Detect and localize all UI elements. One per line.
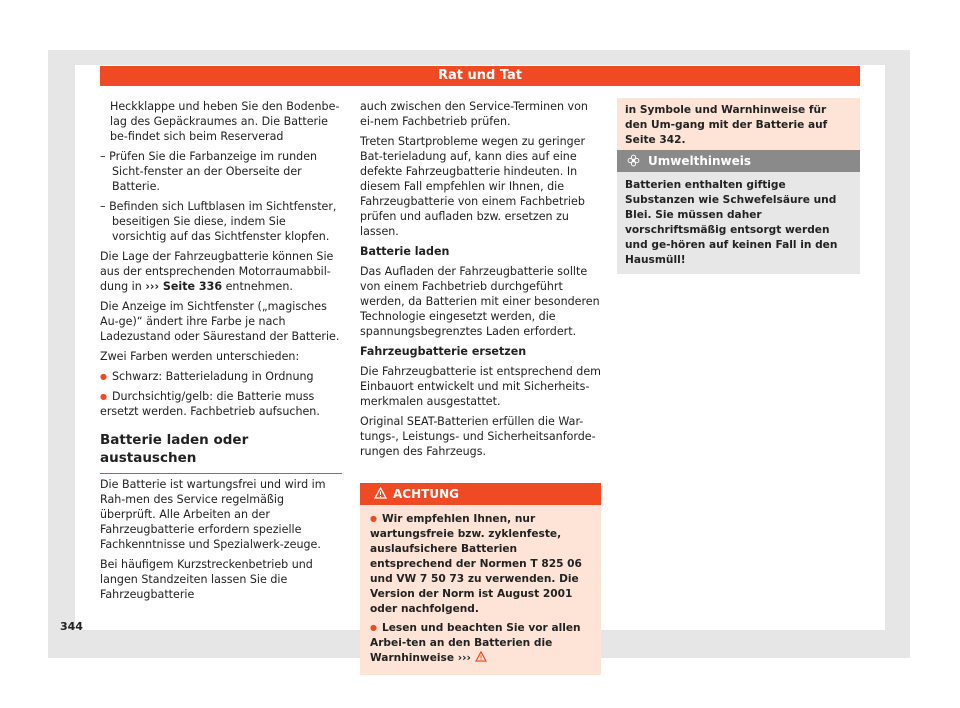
- paragraph: Heckklappe und heben Sie den Bodenbe-lag des Gepäckraumes an. Die Batterie be-findet sich beim Reserverad: [110, 100, 340, 143]
- warning-triangle-icon: [475, 651, 487, 662]
- column-left: [100, 99, 342, 607]
- paragraph: Treten Startprobleme wegen zu geringer Bat-terieladung auf, kann dies auf eine defekte Fahrzeugbatterie hindeuten. In diesem Fall empfehlen wir Ihnen, die Fahrzeugbatterie von einem Fachbetrieb prüfen und aufladen bzw. ersetzen zu lassen.: [360, 135, 586, 238]
- warning-item: [370, 620, 591, 666]
- paragraph: Das Aufladen der Fahrzeugbatterie sollte von einem Fachbetrieb durchgeführt werden, da Batterien mit einer besonderen Technologie eingesetzt werden, die spannungsbegrenztes Laden erfordert.: [360, 265, 600, 338]
- paragraph: Original SEAT-Batterien erfüllen die War-tungs-, Leistungs- und Sicherheitsanforde-rungen des Fahrzeugs.: [360, 415, 596, 458]
- warning-text: Lesen und beachten Sie vor allen Arbei-ten an den Batterien die Warnhinweise ›››: [370, 622, 581, 664]
- warning-body: [360, 505, 601, 675]
- page-link[interactable]: ››› Seite 336: [145, 280, 223, 293]
- subheading: Batterie laden: [360, 245, 450, 258]
- paragraph: Die Fahrzeugbatterie ist entsprechend dem Einbauort entwickelt und mit Sicherheits-merkmalen ausgestattet.: [360, 365, 601, 408]
- text: entnehmen.: [222, 280, 293, 293]
- paragraph: Die Batterie ist wartungsfrei und wird im Rah-men des Service regelmäßig überprüft. Alle Arbeiten an der Fahrzeugbatterie erfordern spezielle Fachkenntnisse und Spezialwerk-zeuge.: [100, 478, 326, 551]
- bullet-item: ● Schwarz: Batterieladung in Ordnung: [100, 369, 342, 384]
- environment-title: Umwelthinweis: [648, 154, 752, 168]
- paragraph: Zwei Farben werden unterschieden:: [100, 350, 300, 363]
- paragraph: [100, 249, 342, 294]
- paragraph: auch zwischen den Service-Terminen von ei-nem Fachbetrieb prüfen.: [360, 100, 588, 128]
- environment-note: [617, 150, 860, 274]
- page-number: 344: [60, 620, 83, 633]
- column-middle: [360, 99, 602, 464]
- warning-continuation-box: in Symbole und Warnhinweise für den Um-gang mit der Batterie auf Seite 342.: [617, 98, 860, 153]
- chapter-header: Rat und Tat: [100, 66, 860, 86]
- warning-item: ● Wir empfehlen Ihnen, nur wartungsfreie bzw. zyklenfeste, auslaufsichere Batterien entsprechend der Normen T 825 06 und VW 7 50 73 zu verwenden. Die Version der Norm ist August 2001 oder nachfolgend.: [370, 511, 591, 617]
- section-title: Batterie laden oder austauschen: [100, 431, 342, 474]
- warning-box: [360, 483, 601, 675]
- warning-triangle-icon: [374, 487, 387, 499]
- warning-title: ACHTUNG: [393, 487, 459, 501]
- subheading: Fahrzeugbatterie ersetzen: [360, 345, 527, 358]
- text: Die Lage der Fahrzeugbatterie können Sie aus der entsprechenden Motorraumabbil-dung in: [100, 250, 334, 293]
- paragraph: Bei häufigem Kurzstreckenbetrieb und langen Standzeiten lassen Sie die Fahrzeugbatterie: [100, 558, 313, 601]
- dash-item: – Befinden sich Luftblasen im Sichtfenster, beseitigen Sie diese, indem Sie vorsichtig auf das Sichtfenster klopfen.: [100, 200, 337, 243]
- warning-header: [360, 483, 601, 505]
- bullet-item: ● Durchsichtig/gelb: die Batterie muss ersetzt werden. Fachbetrieb aufsuchen.: [100, 389, 342, 419]
- paragraph: Die Anzeige im Sichtfenster („magisches Au-ge)“ ändert ihre Farbe je nach Ladezustand oder Säurestand der Batterie.: [100, 300, 340, 343]
- flower-icon: [627, 154, 640, 167]
- dash-item: – Prüfen Sie die Farbanzeige im runden Sicht-fenster an der Oberseite der Batterie.: [100, 150, 318, 193]
- environment-header: [617, 150, 860, 172]
- environment-text: Batterien enthalten giftige Substanzen wie Schwefelsäure und Blei. Sie müssen daher vorschriftsmäßig entsorgt werden und ge-hören auf keinen Fall in den Hausmüll!: [625, 179, 838, 266]
